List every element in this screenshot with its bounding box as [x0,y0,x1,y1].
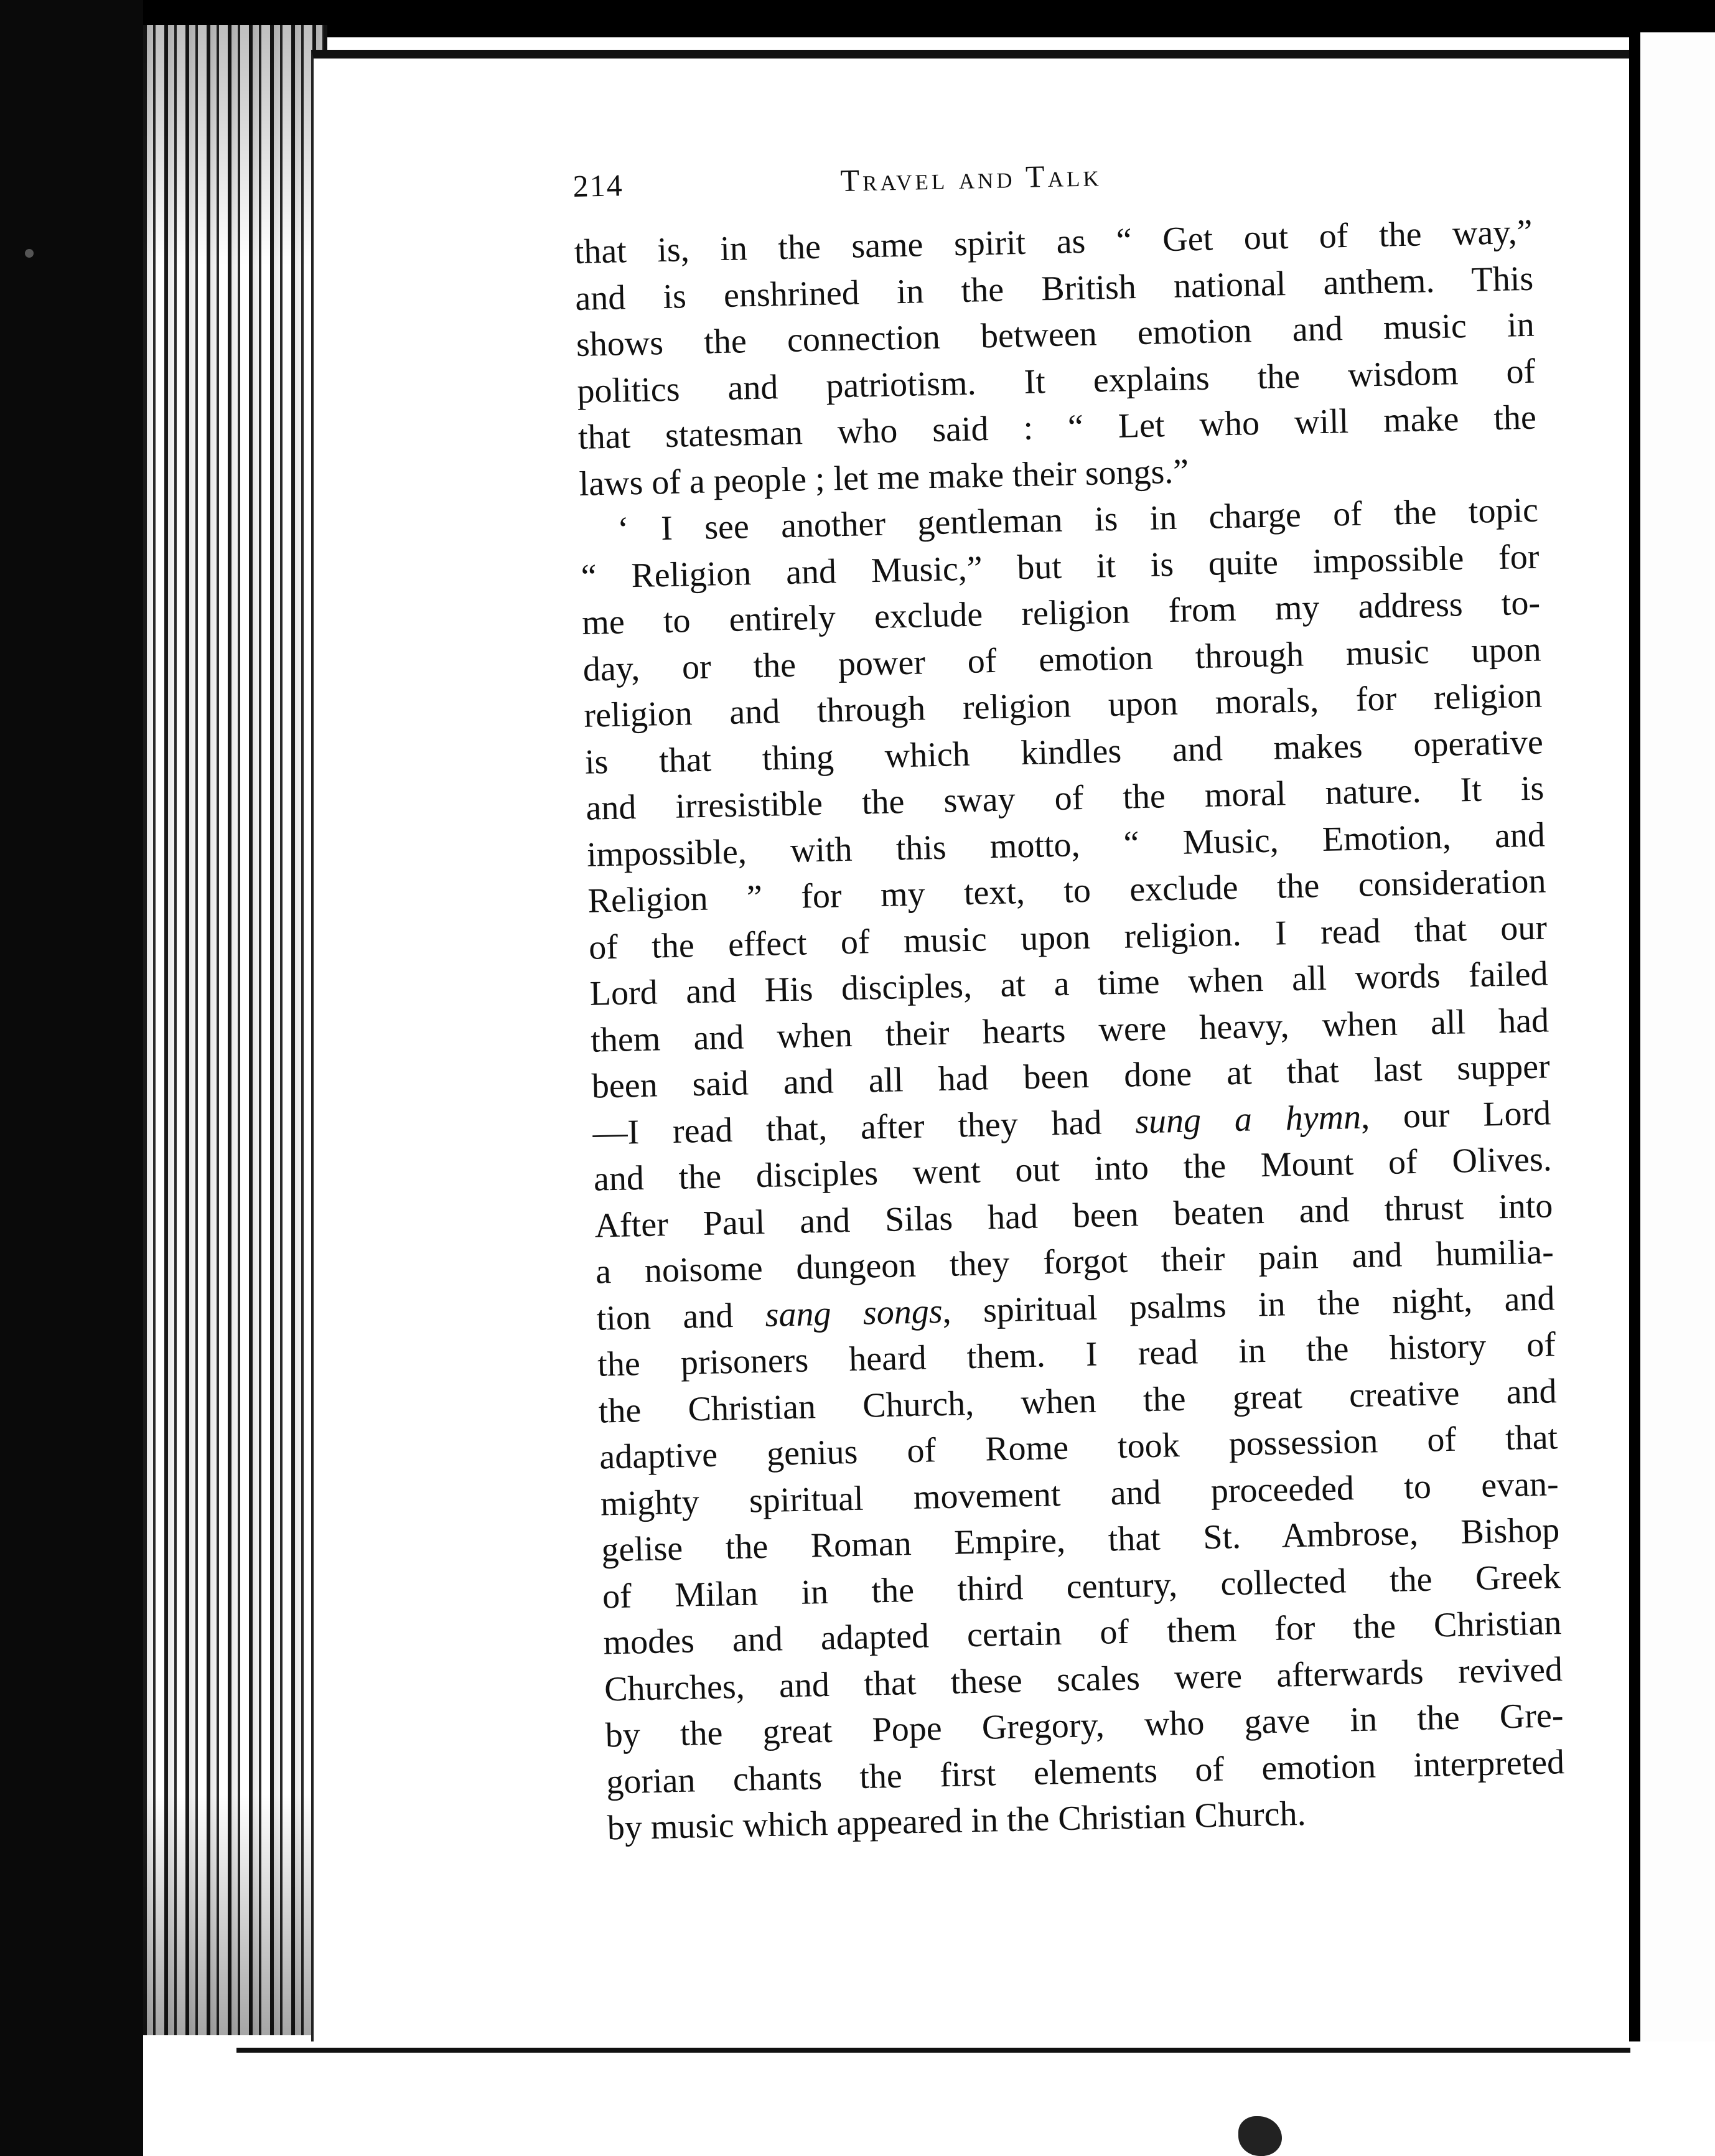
text-line: me to entirely exclude religion from my address to- [581,583,1541,642]
text-line: day, or the power of emotion through music upon [582,630,1542,689]
text-line: that is, in the same spirit as “ Get out of the way,” [574,212,1533,271]
book-gutter [1629,25,1640,2054]
text-run: , our Lord [1360,1093,1551,1137]
italic-phrase: sang songs [765,1291,943,1334]
page-bottom-edge [236,2048,1630,2053]
text-line: and irresistible the sway of the moral nature. It is [585,769,1544,828]
scan-bottom-margin [143,2041,1715,2156]
text-line: shows the connection between emotion and music in [576,305,1535,364]
text-line: gorian chants the first elements of emotion interpreted [605,1742,1565,1801]
text-line: impossible, with this motto, “ Music, Emotion, and [586,815,1546,874]
text-line: After Paul and Silas had been beaten and thrust into [594,1186,1553,1245]
running-head: Travel and Talk [839,157,1103,198]
text-line: adaptive genius of Rome took possession of that [599,1418,1558,1477]
text-line: ‘ I see another gentleman is in charge of the topic [617,490,1539,549]
text-line: by the great Pope Gregory, who gave in the Gre- [605,1696,1564,1755]
text-run: —I read that, after they had [592,1102,1136,1153]
page-edges-shadow [143,25,324,2035]
text-line: and is enshrined in the British national anthem. This [574,259,1534,318]
text-run: tion and [596,1295,766,1338]
body-text [574,209,1566,1852]
text-line: of Milan in the third century, collected the Greek [602,1557,1561,1616]
text-run: , spiritual psalms in the night, and [942,1278,1556,1331]
text-line: them and when their hearts were heavy, when all had [590,1000,1549,1060]
text-line: Religion ” for my text, to exclude the consideration [587,861,1546,921]
text-line: gelise the Roman Empire, that St. Ambrose, Bishop [600,1511,1560,1570]
text-line: the prisoners heard them. I read in the history of [597,1325,1556,1384]
text-line: mighty spiritual movement and proceeded to evan- [600,1464,1559,1524]
text-line: laws of a people ; let me make their songs.” [578,451,1189,504]
text-line: is that thing which kindles and makes operative [584,723,1544,782]
text-line: Lord and His disciples, at a time when all words failed [589,954,1549,1013]
facing-page-edge [1640,25,1715,2061]
text-line: that statesman who said : “ Let who will make the [577,398,1537,457]
text-line: the Christian Church, when the great creative and [598,1371,1558,1431]
scan-background-left [0,0,143,2156]
page-number: 214 [572,167,624,204]
text-line: modes and adapted certain of them for the Christian [602,1603,1562,1662]
italic-phrase: sung a hymn [1134,1097,1362,1141]
text-line: a noisome dungeon they forgot their pain and humilia- [595,1232,1554,1291]
text-line: by music which appeared in the Christian Church. [607,1794,1307,1848]
text-line: and the disciples went out into the Mount of Olives. [593,1140,1553,1199]
text-line: politics and patriotism. It explains the wisdom of [576,352,1536,411]
text-line: been said and all had been done at that last supper [591,1047,1551,1106]
text-line: religion and through religion upon morals, for religion [583,676,1543,735]
page-text-block [572,148,1566,1852]
text-line: “ Religion and Music,” but it is quite impossible for [581,537,1540,596]
scan-speck [25,249,34,258]
text-line: Churches, and that these scales were afterwards revived [604,1649,1563,1708]
text-line: of the effect of music upon religion. I read that our [588,907,1548,967]
